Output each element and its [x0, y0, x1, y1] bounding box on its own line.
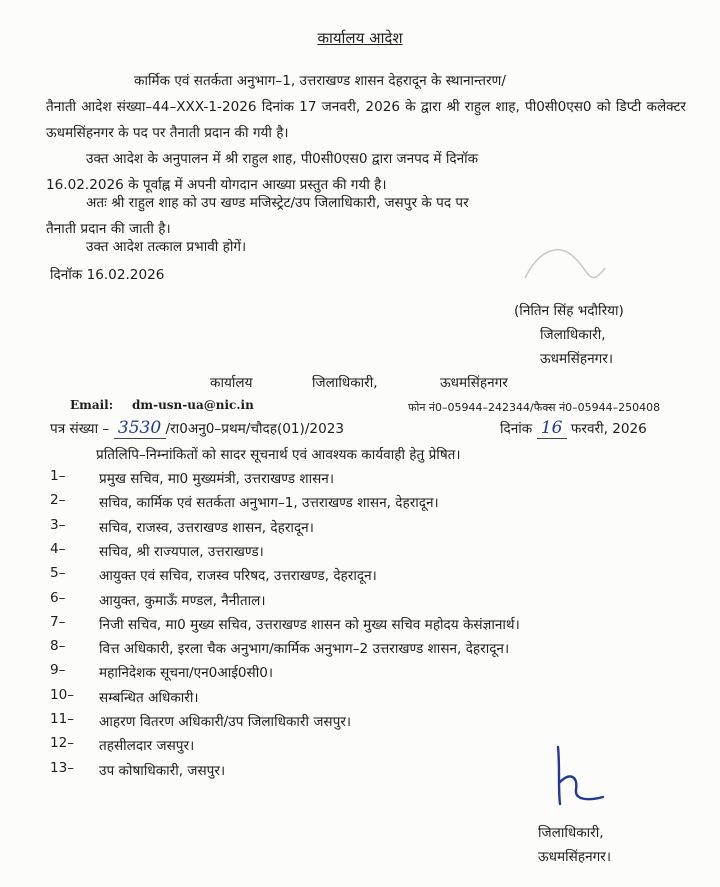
letter-date-day: 16: [537, 418, 567, 439]
letter-date-rest: फरवरी, 2026: [570, 421, 647, 437]
recipient-number: 3–: [50, 517, 66, 533]
order-paragraph-1: कार्मिक एवं सतर्कता अनुभाग–1, उत्तराखण्ड शासन देहरादून के स्थानान्तरण/ तैनाती आदेश संख्या–44–XXX-1-2026 दिनांक 17 जनवरी, 2026 के द्वारा श्री राहुल शाह, पी0सी0एस0 को डिप्टी कलेक्टर ऊधमसिंहनगर के पद पर तैनाती प्रदान की गयी है।: [46, 73, 686, 141]
recipient-number: 1–: [50, 468, 66, 484]
recipient-item: सचिव, श्री राज्यपाल, उत्तराखण्ड।: [99, 544, 264, 560]
email-address[interactable]: dm-usn-ua@nic.in: [132, 398, 254, 412]
footer-signatory-place: ऊधमसिंहनगर।: [538, 849, 611, 865]
phone-fax: फोन नं0–05944–242344/फैक्स नं0–05944–250408: [408, 401, 661, 414]
office-place: ऊधमसिंहनगर: [440, 375, 508, 391]
recipient-number: 12–: [50, 735, 75, 751]
recipient-item: तहसीलदार जसपुर।: [99, 738, 195, 754]
office-label: कार्यालय: [210, 375, 253, 391]
recipient-number: 10–: [50, 687, 75, 703]
letter-date-prefix: दिनांक: [500, 421, 533, 437]
order-paragraph-2: उक्त आदेश के अनुपालन में श्री राहुल शाह, पी0सी0एस0 द्वारा जनपद में दिनॉक 16.02.2026 के पूर्वाह्न में अपनी योगदान आख्या प्रस्तुत की गयी है।: [46, 151, 479, 193]
recipient-item: महानिदेशक सूचना/एन0आई0सी0।: [99, 665, 274, 681]
recipient-item: सम्बन्धित अधिकारी।: [99, 690, 199, 706]
recipient-number: 6–: [50, 590, 66, 606]
recipient-item: वित्त अधिकारी, इरला चैक अनुभाग/कार्मिक अनुभाग–2 उत्तराखण्ड शासन, देहरादून।: [99, 641, 510, 657]
recipient-number: 4–: [50, 541, 66, 557]
recipient-number: 8–: [50, 638, 66, 654]
letter-number-suffix: /रा0अनु0–प्रथम/चौदह(01)/2023: [165, 421, 345, 437]
recipient-number: 9–: [50, 662, 66, 678]
letter-number-handwritten: 3530: [114, 418, 166, 439]
order-paragraph-4: उक्त आदेश तत्काल प्रभावी होगें।: [86, 239, 247, 255]
order-paragraph-3: अतः श्री राहुल शाह को उप खण्ड मजिस्ट्रेट/उप जिलाधिकारी, जसपुर के पद पर तैनाती प्रदान की जाती है।: [46, 195, 469, 237]
signature-lower: [548, 742, 618, 812]
recipient-item: आहरण वितरण अधिकारी/उप जिलाधिकारी जसपुर।: [99, 714, 352, 730]
signatory-name: (नितिन सिंह भदौरिया): [514, 303, 624, 319]
office-dm: जिलाधिकारी,: [312, 375, 378, 391]
footer-signatory-post: जिलाधिकारी,: [538, 825, 604, 841]
signatory-place: ऊधमसिंहनगर।: [540, 351, 613, 367]
email-label: Email:: [70, 398, 114, 412]
order-date: दिनॉक 16.02.2026: [50, 267, 165, 283]
order-title: कार्यालय आदेश: [317, 29, 403, 47]
recipient-number: 2–: [50, 492, 66, 508]
recipient-item: प्रमुख सचिव, मा0 मुख्यमंत्री, उत्तराखण्ड शासन।: [99, 471, 334, 487]
recipient-number: 5–: [50, 565, 66, 581]
letter-date-row: [500, 418, 647, 439]
copy-to-line: प्रतिलिपि–निम्नांकितों को सादर सूचनार्थ एवं आवश्यक कार्यवाही हेतु प्रेषित।: [96, 447, 461, 463]
recipient-number: 11–: [50, 711, 75, 727]
letter-number-row: [50, 418, 344, 439]
recipient-item: निजी सचिव, मा0 मुख्य सचिव, उत्तराखण्ड शासन को मुख्य सचिव महोदय केसंज्ञानार्थ।: [99, 617, 520, 633]
recipient-item: सचिव, राजस्व, उत्तराखण्ड शासन, देहरादून।: [99, 520, 314, 536]
recipient-item: सचिव, कार्मिक एवं सतर्कता अनुभाग–1, उत्तराखण्ड शासन, देहरादून।: [99, 495, 439, 511]
signature-upper: [520, 238, 610, 298]
signatory-post: जिलाधिकारी,: [540, 327, 606, 343]
recipient-number: 13–: [50, 760, 75, 776]
recipient-item: आयुक्त, कुमाऊँ मण्डल, नैनीताल।: [99, 593, 266, 609]
recipient-item: उप कोषाधिकारी, जसपुर।: [99, 763, 226, 779]
recipient-item: आयुक्त एवं सचिव, राजस्व परिषद, उत्तराखण्ड, देहरादून।: [99, 568, 377, 584]
recipient-number: 7–: [50, 614, 66, 630]
letter-number-prefix: पत्र संख्या –: [50, 421, 110, 437]
